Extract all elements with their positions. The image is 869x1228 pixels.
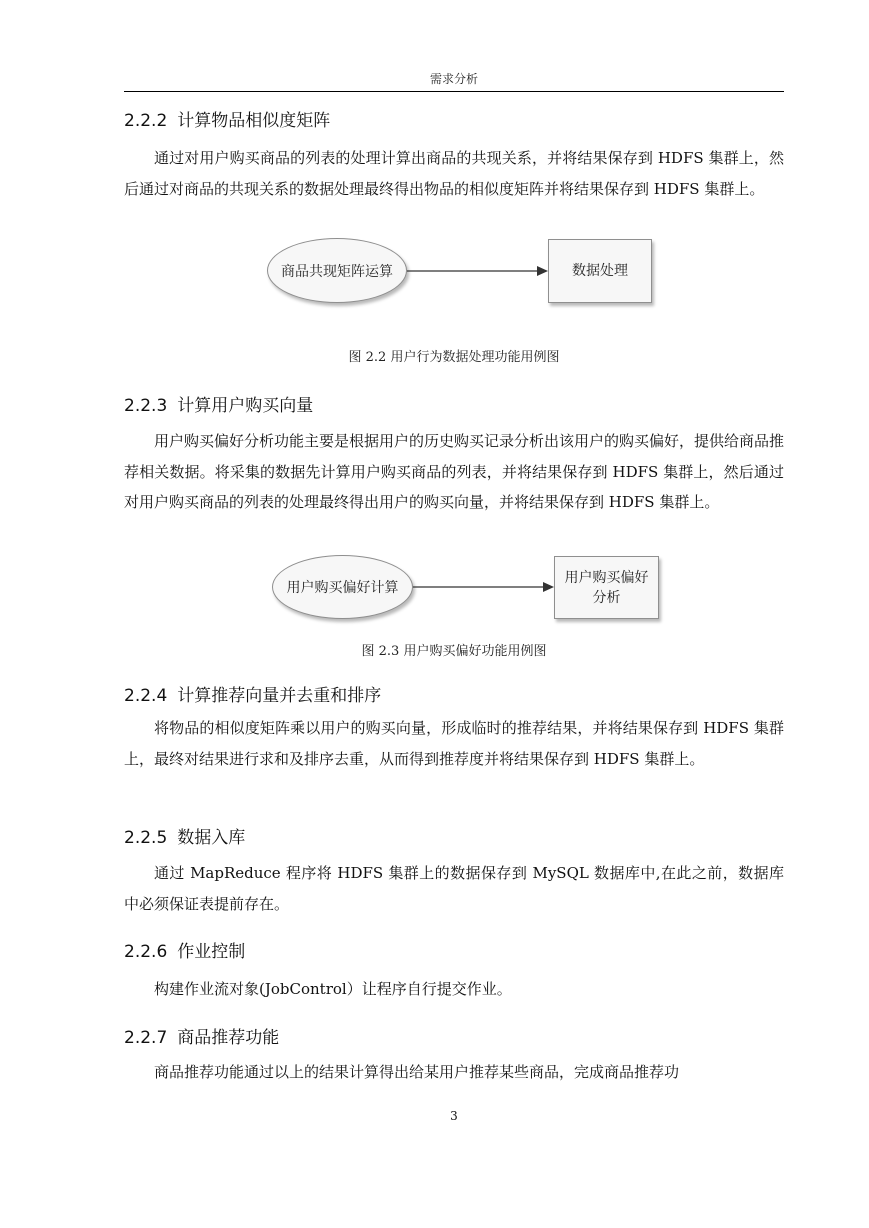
section-paragraph-2-2-5: 通过 MapReduce 程序将 HDFS 集群上的数据保存到 MySQL 数据库中,在此之前，数据库中必须保证表提前存在。 — [124, 864, 784, 913]
figure-2-2-caption: 图 2.2 用户行为数据处理功能用例图 — [348, 350, 560, 365]
figure-2-3-caption: 图 2.3 用户购买偏好功能用例图 — [361, 644, 547, 659]
page-number: 3 — [450, 1109, 458, 1123]
section-title: 作业控制 — [177, 942, 246, 962]
section-heading-2-2-4 — [124, 681, 381, 706]
section-heading-2-2-5 — [124, 823, 245, 848]
header-rule — [124, 91, 784, 92]
section-title: 计算物品相似度矩阵 — [177, 111, 331, 131]
section-paragraph-2-2-7: 商品推荐功能通过以上的结果计算得出给某用户推荐某些商品，完成商品推荐功 — [154, 1063, 680, 1081]
figure-2-2-arrow — [407, 263, 549, 279]
section-heading-2-2-3 — [124, 391, 313, 416]
section-number: 2.2.7 — [124, 1028, 168, 1048]
section-number: 2.2.4 — [124, 686, 168, 706]
figure-2-3-ellipse — [272, 555, 413, 619]
section-title: 计算推荐向量并去重和排序 — [177, 686, 382, 706]
section-title: 数据入库 — [177, 828, 246, 848]
section-title: 商品推荐功能 — [177, 1028, 280, 1048]
figure-2-3-arrow — [413, 579, 555, 595]
ellipse-label: 商品共现矩阵运算 — [281, 263, 393, 280]
section-heading-2-2-7 — [124, 1023, 279, 1048]
section-title: 计算用户购买向量 — [177, 396, 314, 416]
figure-2-2-box — [548, 239, 652, 303]
box-label: 用户购买偏好分析 — [564, 569, 649, 606]
section-heading-2-2-6 — [124, 937, 245, 962]
box-label: 数据处理 — [572, 263, 628, 279]
section-number: 2.2.6 — [124, 942, 168, 962]
section-paragraph-2-2-3: 用户购买偏好分析功能主要是根据用户的历史购买记录分析出该用户的购买偏好，提供给商品推荐相关数据。将采集的数据先计算用户购买商品的列表，并将结果保存到 HDFS 集群上，然后通过对用户购买商品的列表的处理最终得出用户的购买向量，并将结果保存到 HDFS 集群上。 — [124, 432, 785, 511]
section-number: 2.2.3 — [124, 396, 168, 416]
ellipse-label: 用户购买偏好计算 — [286, 580, 399, 596]
running-header: 需求分析 — [429, 72, 478, 86]
section-paragraph-2-2-4: 将物品的相似度矩阵乘以用户的购买向量，形成临时的推荐结果，并将结果保存到 HDFS 集群上，最终对结果进行求和及排序去重，从而得到推荐度并将结果保存到 HDFS 集群上。 — [124, 719, 784, 768]
section-number: 2.2.5 — [124, 828, 168, 848]
section-heading-2-2-2 — [124, 106, 330, 131]
figure-2-3-box — [554, 556, 659, 619]
figure-2-2-ellipse — [267, 238, 407, 303]
section-paragraph-2-2-2: 通过对用户购买商品的列表的处理计算出商品的共现关系，并将结果保存到 HDFS 集群上，然后通过对商品的共现关系的数据处理最终得出物品的相似度矩阵并将结果保存到 HDFS 集群上。 — [124, 149, 784, 198]
section-number: 2.2.2 — [124, 111, 168, 131]
section-paragraph-2-2-6: 构建作业流对象(JobControl）让程序自行提交作业。 — [154, 980, 512, 998]
